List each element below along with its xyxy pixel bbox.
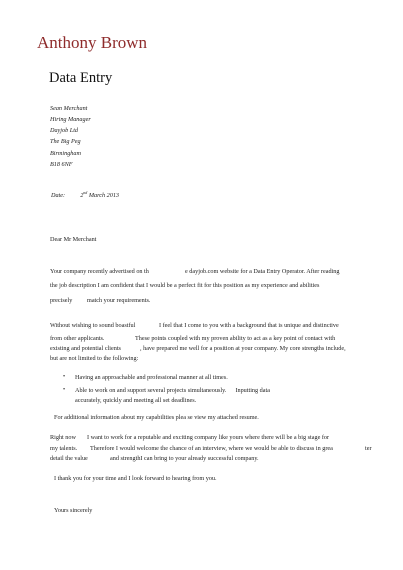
date-suffix: nd (83, 189, 88, 195)
recipient-company: Dayjob Ltd (50, 127, 79, 134)
recipient-street: The Big Peg (50, 138, 81, 145)
letter-date (51, 189, 120, 199)
date-day: 2 (80, 192, 84, 199)
letter-title: Data Entry (49, 70, 113, 86)
para4-line3-b: and strengthI can bring to your already successful company. (110, 455, 259, 462)
bullet-text: Able to work on and support several projects simultaneously. (75, 387, 227, 394)
recipient-postcode: B18 6NF (50, 161, 73, 168)
bullet-text-continued: accurately, quickly and meeting all set deadlines. (75, 397, 197, 404)
para4-line3-a: detail the value (50, 455, 88, 462)
bullet-text-extra: Inputting data (235, 387, 270, 394)
para1-line1-b: e dayjob.com website for a Data Entry Operator. After reading (185, 268, 340, 275)
para1-line2: the job description I am confident that I would be a perfect fit for this position as my experience and abilities (50, 282, 320, 289)
list-item (63, 387, 270, 394)
para1-line3-b: match your requirements. (87, 297, 151, 304)
bullet-icon: • (63, 387, 66, 393)
para2-line3-b: , have prepared me well for a position at your company. My core strengths include, (140, 345, 346, 352)
para1-line3-a: precisely (50, 297, 73, 304)
para2-line3-a: existing and potential clients (50, 345, 121, 352)
para2-line1-b: I feel that I come to you with a background that is unique and distinctive (159, 322, 339, 329)
para2-line2-b: These points coupled with my proven ability to act as a key point of contact with (135, 335, 336, 342)
para1-line1-a: Your company recently advertised on th (50, 268, 149, 275)
para4-line2-a: my talents. (50, 445, 78, 452)
date-label: Date: (51, 192, 66, 199)
recipient-city: Birmingham (50, 150, 81, 157)
recipient-name: Sean Merchant (50, 105, 88, 112)
para4-line2-c: ter (365, 445, 372, 452)
list-item-continuation (75, 397, 196, 404)
sender-name: Anthony Brown (37, 33, 148, 52)
para2-line4: but are not limited to the following: (50, 355, 139, 362)
salutation: Dear Mr Merchant (50, 236, 97, 243)
para4-line2-b: Therefore I would welcome the chance of an interview, where we would be able to discuss in grea (90, 445, 333, 452)
closing: Yours sincerely (54, 507, 93, 514)
para3: For additional information about my capabilities plea se view my attached resume. (54, 414, 259, 421)
bullet-icon: • (63, 374, 66, 380)
date-rest: March 2013 (88, 192, 120, 199)
recipient-role: Hiring Manager (50, 116, 91, 123)
para5: I thank you for your time and I look forward to hearing from you. (54, 475, 217, 482)
para2-line2-a: from other applicants. (50, 335, 105, 342)
list-item (63, 374, 228, 381)
bullet-text: Having an approachable and professional manner at all times. (75, 374, 228, 381)
para4-line1-a: Right now (50, 434, 76, 441)
para4-line1-b: I want to work for a reputable and exciting company like yours where there will be a big stage for (87, 434, 330, 441)
para2-line1-a: Without wishing to sound boastful (50, 322, 136, 329)
